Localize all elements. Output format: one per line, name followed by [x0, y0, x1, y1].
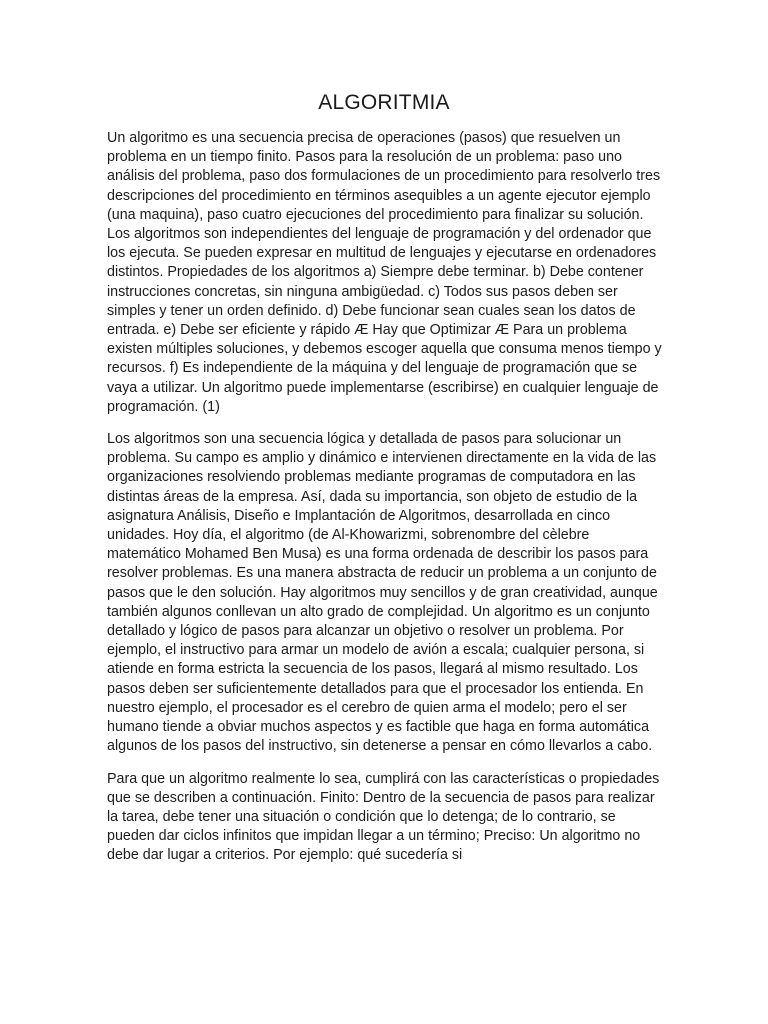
document-body: [107, 129, 663, 866]
paragraph-3: Para que un algoritmo realmente lo sea, cumplirá con las características o propiedades que se describen a continuación. Finito: Dentro de la secuencia de pasos para realizar la tarea, debe tener una situación o condición que lo detenga; de lo contrario, se pueden dar ciclos infinitos que impidan llegar a un término; Preciso: Un algoritmo no debe dar lugar a criterios. Por ejemplo: qué sucedería si: [107, 770, 660, 864]
paragraph-2: Los algoritmos son una secuencia lógica y detallada de pasos para solucionar un problema. Su campo es amplio y dinámico e intervienen directamente en la vida de las organizaciones resolviendo problemas mediante programas de computadora en las distintas áreas de la empresa. Así, dada su importancia, son objeto de estudio de la asignatura Análisis, Diseño e Implantación de Algoritmos, desarrollada en cinco unidades. Hoy día, el algoritmo (de Al-Khowarizmi, sobrenombre del cèlebre matemático Mohamed Ben Musa) es una forma ordenada de describir los pasos para resolver problemas. Es una manera abstracta de reducir un problema a un conjunto de pasos que le den solución. Hay algoritmos muy sencillos y de gran creatividad, aunque también algunos conllevan un alto grado de complejidad. Un algoritmo es un conjunto detallado y lógico de pasos para alcanzar un objetivo o resolver un problema. Por ejemplo, el instructivo para armar un modelo de avión a escala; cualquier persona, si atiende en forma estricta la secuencia de los pasos, llegará al mismo resultado. Los pasos deben ser suficientemente detallados para que el procesador los entienda. En nuestro ejemplo, el procesador es el cerebro de quien arma el modelo; pero el ser humano tiende a obviar muchos aspectos y es factible que haga en forma automática algunos de los pasos del instructivo, sin detenerse a pensar en cómo llevarlos a cabo.: [107, 431, 658, 755]
paragraph-1: Un algoritmo es una secuencia precisa de operaciones (pasos) que resuelven un problema en un tiempo finito. Pasos para la resolución de un problema: paso uno análisis del problema, paso dos formulaciones de un procedimiento para resolverlo tres descripciones del procedimiento en términos asequibles a un agente ejecutor ejemplo (una maquina), paso cuatro ejecuciones del procedimiento para finalizar su solución. Los algoritmos son independientes del lenguaje de programación y del ordenador que los ejecuta. Se pueden expresar en multitud de lenguajes y ejecutarse en ordenadores distintos. Propiedades de los algoritmos a) Siempre debe terminar. b) Debe contener instrucciones concretas, sin ninguna ambigüedad. c) Todos sus pasos deben ser simples y tener un orden definido. d) Debe funcionar sean cuales sean los datos de entrada. e) Debe ser eficiente y rápido Æ Hay que Optimizar Æ Para un problema existen múltiples soluciones, y debemos escoger aquella que consuma menos tiempo y recursos. f) Es independiente de la máquina y del lenguaje de programación que se vaya a utilizar. Un algoritmo puede implementarse (escribirse) en cualquier lenguaje de programación. (1): [107, 130, 662, 415]
document-title: ALGORITMIA: [318, 91, 450, 114]
